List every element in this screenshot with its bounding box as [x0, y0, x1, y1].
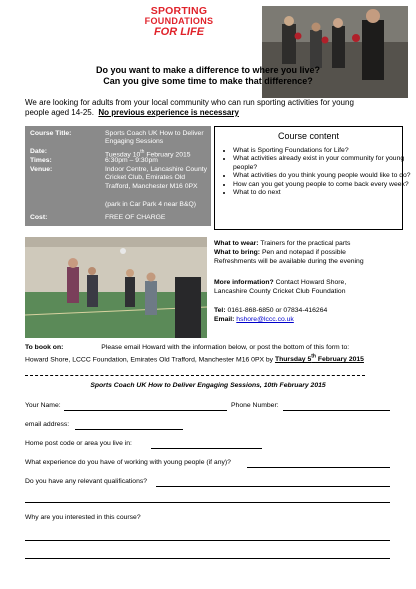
refreshments-note: Refreshments will be available during the evening — [214, 258, 364, 265]
email-link[interactable]: hshore@lccc.co.uk — [236, 316, 294, 323]
date-label: Date: — [30, 148, 47, 155]
booking-line-1 — [25, 344, 415, 352]
venue-parking-note: (park in Car Park 4 near B&Q) — [105, 201, 197, 208]
cost-value: FREE OF CHARGE — [105, 214, 166, 221]
times-value: 6:30pm – 9:30pm — [105, 157, 158, 164]
interest-label: Why are you interested in this course? — [25, 514, 141, 521]
booking-line-2 — [25, 353, 415, 364]
email-address-label: email address: — [25, 421, 70, 428]
times-label: Times: — [30, 157, 52, 164]
logo-line-3: FOR LIFE — [153, 26, 205, 38]
logo-line-2: FOUNDATIONS — [144, 16, 214, 26]
headline-line-2: Can you give some time to make that difference? — [103, 76, 313, 86]
form-title: Sports Coach UK How to Deliver Engaging Sessions, 10th February 2015 — [90, 382, 326, 389]
course-content-list — [215, 147, 416, 197]
email-address-field[interactable] — [75, 429, 183, 430]
venue-value: Indoor Centre, Lancashire County Cricket Club, Emirates Old Trafford, Manchester M16 0PX — [105, 166, 208, 190]
booking-label: To book on: — [25, 344, 64, 351]
course-title-value: Sports Coach UK How to Deliver Engaging Sessions — [105, 130, 204, 146]
course-details-box — [25, 126, 211, 226]
intro-text: We are looking for adults from your local community who can run sporting activities for young people aged 14-25. — [25, 98, 354, 117]
list-item: • What activities already exist in your community for young people? — [233, 155, 416, 172]
intro-paragraph — [25, 98, 355, 118]
phone-field[interactable] — [283, 410, 390, 411]
name-label: Your Name: — [25, 402, 61, 409]
list-item: • What is Sporting Foundations for Life? — [233, 147, 416, 155]
cut-line-divider — [25, 375, 365, 376]
what-to-bring — [214, 249, 409, 257]
list-item: • What to do next — [233, 189, 416, 197]
list-item: • What activities do you think young people would like to do? — [233, 172, 416, 180]
booking-deadline: Thursday 5th February 2015 — [274, 354, 364, 364]
wear-value: Trainers for the practical parts — [260, 240, 351, 247]
wear-label: What to wear: — [214, 240, 259, 247]
qualifications-field-line-2[interactable] — [25, 502, 390, 503]
email-label: Email: — [214, 316, 235, 323]
tel-value: 0161-868-6850 or 07834-416264 — [227, 307, 328, 314]
more-information — [214, 279, 409, 287]
course-content-box — [214, 126, 411, 230]
bring-value: Pen and notepad if possible — [261, 249, 346, 256]
more-label: More information? — [214, 279, 274, 286]
sports-hall-photo — [25, 237, 207, 338]
qualifications-label: Do you have any relevant qualifications? — [25, 478, 148, 485]
interest-field-line-2[interactable] — [25, 558, 390, 559]
name-field[interactable] — [64, 410, 227, 411]
phone-label: Phone Number: — [231, 402, 279, 409]
list-item: • How can you get young people to come back every week? — [233, 181, 416, 189]
interest-field-line-1[interactable] — [25, 540, 390, 541]
date-value: Tuesday 10th February 2015 — [105, 149, 191, 159]
booking-instructions: Please email Howard with the information below, or post the bottom of this form to: — [101, 344, 350, 351]
experience-label: What experience do you have of working with young people (if any)? — [25, 459, 231, 466]
headline-line-1: Do you want to make a difference to where you live? — [95, 65, 321, 75]
intro-emphasis: No previous experience is necessary — [98, 108, 239, 117]
cost-label: Cost: — [30, 214, 48, 221]
experience-field[interactable] — [247, 467, 390, 468]
qualifications-field[interactable] — [156, 486, 390, 487]
organisation-name: Lancashire County Cricket Club Foundation — [214, 288, 346, 295]
course-content-title: Course content — [277, 131, 340, 141]
logo-line-1: SPORTING — [150, 5, 208, 17]
tel-label: Tel: — [214, 307, 226, 314]
postcode-field[interactable] — [151, 448, 262, 449]
email-contact — [214, 316, 409, 324]
sporting-foundations-logo — [143, 6, 215, 40]
telephone — [214, 307, 409, 315]
booking-address: Howard Shore, LCCC Foundation, Emirates Old Trafford, Manchester M16 0PX by — [25, 356, 275, 364]
what-to-wear — [214, 240, 409, 248]
venue-label: Venue: — [30, 166, 53, 173]
postcode-label: Home post code or area you live in: — [25, 440, 132, 447]
more-value: Contact Howard Shore, — [275, 279, 347, 286]
course-title-label: Course Title: — [30, 130, 72, 137]
bring-label: What to bring: — [214, 249, 261, 256]
